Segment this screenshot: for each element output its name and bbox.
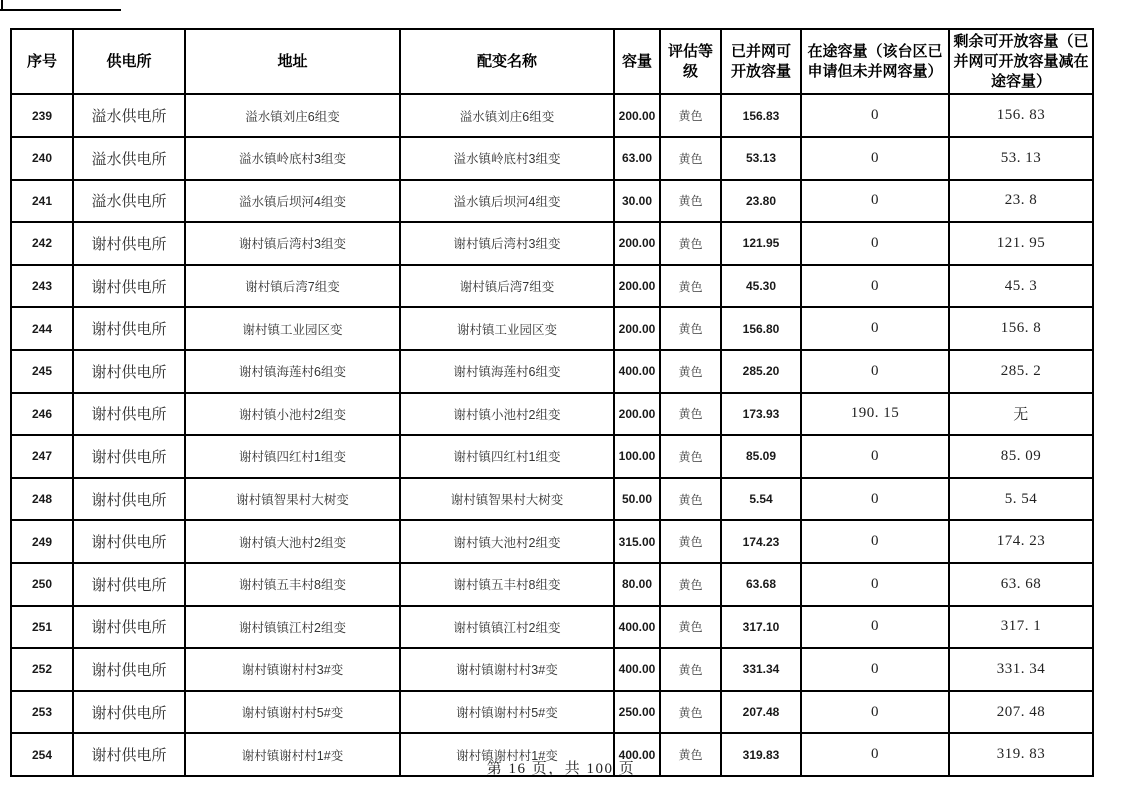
index-cell: 246 [11, 393, 73, 436]
col-transformer-name: 配变名称 [400, 29, 614, 94]
col-capacity: 容量 [614, 29, 660, 94]
table-row [11, 94, 1093, 137]
grid-connected-capacity-cell: 317.10 [721, 606, 801, 649]
table-row [11, 180, 1093, 223]
table-header [11, 29, 1093, 94]
table-body [11, 94, 1093, 776]
index-cell: 253 [11, 691, 73, 734]
remaining-capacity-cell: 85. 09 [949, 435, 1093, 478]
station-cell: 谢村供电所 [73, 733, 185, 776]
index-cell: 250 [11, 563, 73, 606]
grid-connected-capacity-cell: 156.80 [721, 307, 801, 350]
col-grid-connected-open-capacity: 已并网可开放容量 [721, 29, 801, 94]
transformer-name-cell: 谢村镇小池村2组变 [400, 393, 614, 436]
address-cell: 谢村镇工业园区变 [185, 307, 400, 350]
evaluation-grade-cell: 黄色 [660, 265, 721, 308]
index-cell: 242 [11, 222, 73, 265]
address-cell: 谢村镇智果村大树变 [185, 478, 400, 521]
in-transit-capacity-cell: 190. 15 [801, 393, 949, 436]
evaluation-grade-cell: 黄色 [660, 563, 721, 606]
transformer-name-cell: 谢村镇智果村大树变 [400, 478, 614, 521]
index-cell: 241 [11, 180, 73, 223]
address-cell: 谢村镇镇江村2组变 [185, 606, 400, 649]
index-cell: 245 [11, 350, 73, 393]
station-cell: 溢水供电所 [73, 94, 185, 137]
address-cell: 溢水镇后坝河4组变 [185, 180, 400, 223]
table-row [11, 222, 1093, 265]
table-row [11, 520, 1093, 563]
in-transit-capacity-cell: 0 [801, 137, 949, 180]
transformer-name-cell: 谢村镇海莲村6组变 [400, 350, 614, 393]
in-transit-capacity-cell: 0 [801, 94, 949, 137]
in-transit-capacity-cell: 0 [801, 648, 949, 691]
in-transit-capacity-cell: 0 [801, 435, 949, 478]
index-cell: 251 [11, 606, 73, 649]
remaining-capacity-cell: 174. 23 [949, 520, 1093, 563]
address-cell: 谢村镇谢村村3#变 [185, 648, 400, 691]
station-cell: 谢村供电所 [73, 648, 185, 691]
previous-table-bottom-border-fragment [0, 9, 121, 11]
col-address: 地址 [185, 29, 400, 94]
in-transit-capacity-cell: 0 [801, 350, 949, 393]
in-transit-capacity-cell: 0 [801, 563, 949, 606]
capacity-cell: 400.00 [614, 350, 660, 393]
station-cell: 谢村供电所 [73, 350, 185, 393]
capacity-cell: 30.00 [614, 180, 660, 223]
evaluation-grade-cell: 黄色 [660, 307, 721, 350]
evaluation-grade-cell: 黄色 [660, 520, 721, 563]
transformer-name-cell: 溢水镇后坝河4组变 [400, 180, 614, 223]
evaluation-grade-cell: 黄色 [660, 733, 721, 776]
index-cell: 247 [11, 435, 73, 478]
in-transit-capacity-cell: 0 [801, 265, 949, 308]
col-in-transit-capacity: 在途容量（该台区已申请但未并网容量） [801, 29, 949, 94]
evaluation-grade-cell: 黄色 [660, 478, 721, 521]
grid-connected-capacity-cell: 156.83 [721, 94, 801, 137]
remaining-capacity-cell: 156. 83 [949, 94, 1093, 137]
capacity-cell: 200.00 [614, 94, 660, 137]
transformer-name-cell: 谢村镇谢村村5#变 [400, 691, 614, 734]
table-row [11, 648, 1093, 691]
address-cell: 谢村镇后湾7组变 [185, 265, 400, 308]
station-cell: 谢村供电所 [73, 393, 185, 436]
in-transit-capacity-cell: 0 [801, 222, 949, 265]
capacity-cell: 400.00 [614, 648, 660, 691]
remaining-capacity-cell: 285. 2 [949, 350, 1093, 393]
index-cell: 254 [11, 733, 73, 776]
remaining-capacity-cell: 5. 54 [949, 478, 1093, 521]
table-row [11, 691, 1093, 734]
in-transit-capacity-cell: 0 [801, 733, 949, 776]
grid-connected-capacity-cell: 23.80 [721, 180, 801, 223]
grid-connected-capacity-cell: 174.23 [721, 520, 801, 563]
capacity-cell: 200.00 [614, 222, 660, 265]
grid-connected-capacity-cell: 173.93 [721, 393, 801, 436]
address-cell: 谢村镇谢村村1#变 [185, 733, 400, 776]
station-cell: 谢村供电所 [73, 265, 185, 308]
address-cell: 谢村镇海莲村6组变 [185, 350, 400, 393]
capacity-cell: 63.00 [614, 137, 660, 180]
index-cell: 244 [11, 307, 73, 350]
evaluation-grade-cell: 黄色 [660, 222, 721, 265]
evaluation-grade-cell: 黄色 [660, 435, 721, 478]
index-cell: 248 [11, 478, 73, 521]
remaining-capacity-cell: 45. 3 [949, 265, 1093, 308]
capacity-cell: 200.00 [614, 265, 660, 308]
evaluation-grade-cell: 黄色 [660, 137, 721, 180]
page-number-footer: 第 16 页，共 100 页 [486, 761, 636, 777]
station-cell: 谢村供电所 [73, 520, 185, 563]
remaining-capacity-cell: 53. 13 [949, 137, 1093, 180]
transformer-name-cell: 谢村镇后湾7组变 [400, 265, 614, 308]
capacity-cell: 100.00 [614, 435, 660, 478]
table-row [11, 606, 1093, 649]
transformer-name-cell: 谢村镇镇江村2组变 [400, 606, 614, 649]
remaining-capacity-cell: 63. 68 [949, 563, 1093, 606]
in-transit-capacity-cell: 0 [801, 307, 949, 350]
in-transit-capacity-cell: 0 [801, 520, 949, 563]
grid-connected-capacity-cell: 285.20 [721, 350, 801, 393]
transformer-name-cell: 谢村镇谢村村3#变 [400, 648, 614, 691]
transformer-name-cell: 谢村镇四红村1组变 [400, 435, 614, 478]
grid-connected-capacity-cell: 45.30 [721, 265, 801, 308]
address-cell: 谢村镇四红村1组变 [185, 435, 400, 478]
table-row [11, 563, 1093, 606]
grid-connected-capacity-cell: 53.13 [721, 137, 801, 180]
evaluation-grade-cell: 黄色 [660, 180, 721, 223]
station-cell: 谢村供电所 [73, 222, 185, 265]
remaining-capacity-cell: 207. 48 [949, 691, 1093, 734]
capacity-table [10, 28, 1094, 777]
remaining-capacity-cell: 331. 34 [949, 648, 1093, 691]
remaining-capacity-cell: 156. 8 [949, 307, 1093, 350]
grid-connected-capacity-cell: 121.95 [721, 222, 801, 265]
grid-connected-capacity-cell: 331.34 [721, 648, 801, 691]
table-row [11, 435, 1093, 478]
station-cell: 谢村供电所 [73, 563, 185, 606]
transformer-name-cell: 谢村镇谢村村1#变 [400, 733, 614, 776]
col-evaluation-grade: 评估等级 [660, 29, 721, 94]
grid-connected-capacity-cell: 85.09 [721, 435, 801, 478]
table-header-row [11, 29, 1093, 94]
transformer-name-cell: 溢水镇岭底村3组变 [400, 137, 614, 180]
table-row [11, 478, 1093, 521]
address-cell: 溢水镇刘庄6组变 [185, 94, 400, 137]
capacity-cell: 400.00 [614, 606, 660, 649]
capacity-cell: 200.00 [614, 307, 660, 350]
in-transit-capacity-cell: 0 [801, 606, 949, 649]
col-station: 供电所 [73, 29, 185, 94]
table-row [11, 137, 1093, 180]
evaluation-grade-cell: 黄色 [660, 94, 721, 137]
address-cell: 谢村镇小池村2组变 [185, 393, 400, 436]
table-row [11, 393, 1093, 436]
index-cell: 249 [11, 520, 73, 563]
col-index: 序号 [11, 29, 73, 94]
grid-connected-capacity-cell: 5.54 [721, 478, 801, 521]
in-transit-capacity-cell: 0 [801, 691, 949, 734]
evaluation-grade-cell: 黄色 [660, 691, 721, 734]
station-cell: 溢水供电所 [73, 180, 185, 223]
previous-table-left-border-fragment [1, 0, 3, 11]
capacity-cell: 200.00 [614, 393, 660, 436]
index-cell: 240 [11, 137, 73, 180]
index-cell: 239 [11, 94, 73, 137]
grid-connected-capacity-cell: 319.83 [721, 733, 801, 776]
station-cell: 谢村供电所 [73, 606, 185, 649]
grid-connected-capacity-cell: 207.48 [721, 691, 801, 734]
address-cell: 谢村镇后湾村3组变 [185, 222, 400, 265]
station-cell: 溢水供电所 [73, 137, 185, 180]
remaining-capacity-cell: 121. 95 [949, 222, 1093, 265]
remaining-capacity-cell: 319. 83 [949, 733, 1093, 776]
capacity-cell: 400.00 [614, 733, 660, 776]
table-row [11, 307, 1093, 350]
grid-connected-capacity-cell: 63.68 [721, 563, 801, 606]
transformer-name-cell: 谢村镇后湾村3组变 [400, 222, 614, 265]
evaluation-grade-cell: 黄色 [660, 648, 721, 691]
transformer-name-cell: 谢村镇工业园区变 [400, 307, 614, 350]
index-cell: 252 [11, 648, 73, 691]
transformer-name-cell: 溢水镇刘庄6组变 [400, 94, 614, 137]
station-cell: 谢村供电所 [73, 307, 185, 350]
table-row [11, 265, 1093, 308]
table-row [11, 350, 1093, 393]
capacity-cell: 50.00 [614, 478, 660, 521]
capacity-cell: 80.00 [614, 563, 660, 606]
evaluation-grade-cell: 黄色 [660, 606, 721, 649]
transformer-name-cell: 谢村镇大池村2组变 [400, 520, 614, 563]
in-transit-capacity-cell: 0 [801, 180, 949, 223]
capacity-cell: 250.00 [614, 691, 660, 734]
capacity-cell: 315.00 [614, 520, 660, 563]
address-cell: 溢水镇岭底村3组变 [185, 137, 400, 180]
address-cell: 谢村镇五丰村8组变 [185, 563, 400, 606]
remaining-capacity-cell: 23. 8 [949, 180, 1093, 223]
col-remaining-open-capacity: 剩余可开放容量（已并网可开放容量减在途容量） [949, 29, 1093, 94]
remaining-capacity-cell: 317. 1 [949, 606, 1093, 649]
address-cell: 谢村镇大池村2组变 [185, 520, 400, 563]
station-cell: 谢村供电所 [73, 435, 185, 478]
evaluation-grade-cell: 黄色 [660, 393, 721, 436]
station-cell: 谢村供电所 [73, 691, 185, 734]
in-transit-capacity-cell: 0 [801, 478, 949, 521]
index-cell: 243 [11, 265, 73, 308]
station-cell: 谢村供电所 [73, 478, 185, 521]
evaluation-grade-cell: 黄色 [660, 350, 721, 393]
address-cell: 谢村镇谢村村5#变 [185, 691, 400, 734]
transformer-name-cell: 谢村镇五丰村8组变 [400, 563, 614, 606]
remaining-capacity-cell: 无 [949, 393, 1093, 436]
